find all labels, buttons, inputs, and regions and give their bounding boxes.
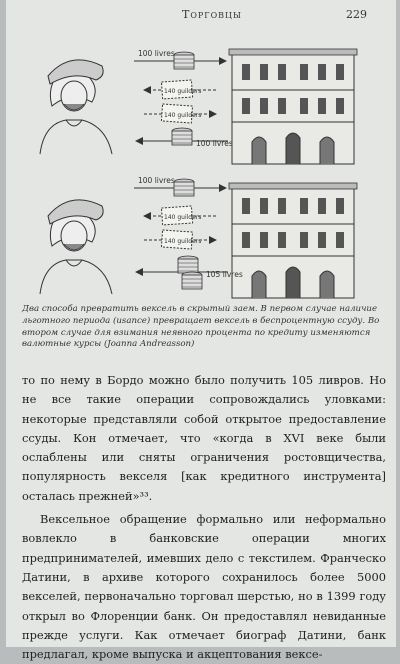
body-text	[22, 371, 386, 664]
page-number: 229	[346, 8, 367, 21]
bill-note-label: 140 guilders	[164, 112, 202, 119]
bank-building-illustration	[229, 49, 357, 164]
coins-icon	[174, 179, 194, 196]
scenario-one-diagram	[40, 49, 357, 164]
bank-building-illustration	[229, 183, 357, 298]
coins-icon	[178, 256, 198, 273]
arrow-label: 100 livres	[138, 176, 175, 185]
coins-icon	[174, 52, 194, 69]
scenario-two-diagram	[40, 176, 357, 298]
paragraph: Вексельное обращение формально или неформально вовлекло в банковские операции многих предпринимателей, имевших дело с текстилем. Франческо Датини, в архиве которого сохранилось более 5000 векселей, первоначально торговал шерстью, но в 1399 году открыл во Флоренции банк. Он предоставлял невиданные прежде услуги. Как отмечает биограф Датини, банк предлагал, кроме выпуска и акцептования вексе-	[22, 512, 386, 662]
bill-note-label: 140 guilders	[164, 88, 202, 95]
arrow-label: 100 livres	[196, 139, 233, 148]
coins-icon	[172, 128, 192, 145]
book-page	[6, 0, 396, 662]
merchant-illustration	[40, 200, 112, 294]
merchant-illustration	[40, 60, 112, 154]
paragraph: то по нему в Бордо можно было получить 105 ливров. Но не все такие операции сопровождались уловками: некоторые представляли собой открытое предоставление ссуды. Кон отмечает, что «когда в XVI веке были ослаблены или сняты ограничения ростовщичества, популярность векселя [как кредитного инструмента] осталась прежней»³³.	[22, 373, 386, 503]
bill-note-label: 140 guilders	[164, 238, 202, 245]
bill-of-exchange-figure	[6, 28, 396, 300]
bill-note-label: 140 guilders	[164, 214, 202, 221]
running-header	[6, 8, 396, 26]
coins-icon	[182, 272, 202, 289]
arrow-label: 105 livres	[206, 270, 243, 279]
figure-caption: Два способа превратить вексель в скрытый заем. В первом случае наличие льготного периода (usance) превращает вексель в беспроцентную ссуду. Во втором случае для взимания неявного процента по кредиту изменяются валютные курсы (Joanna Andreasson)	[22, 304, 380, 350]
running-title: Торговцы	[182, 8, 242, 21]
arrow-label: 100 livres	[138, 49, 175, 58]
